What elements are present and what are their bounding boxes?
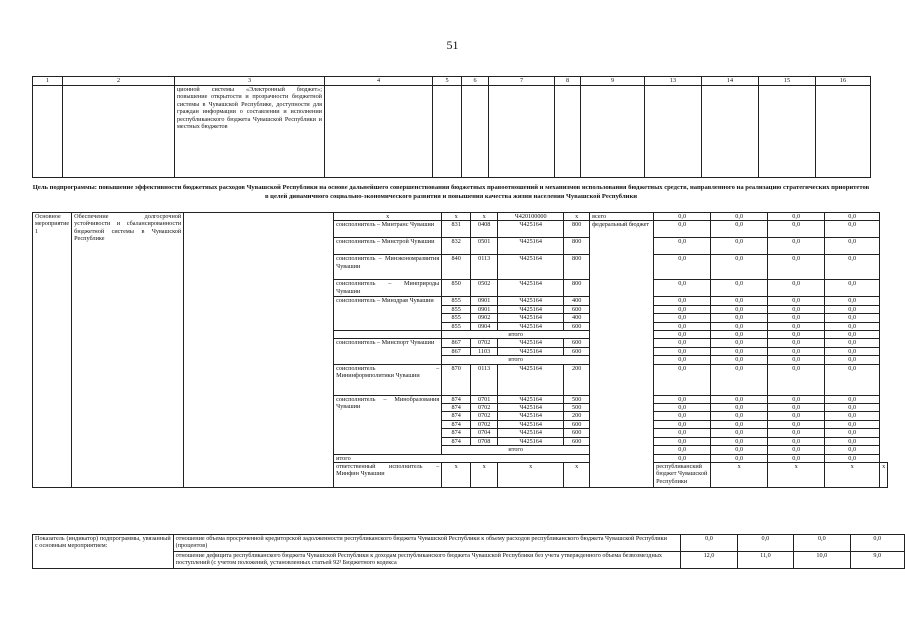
subtotal-label: итого [442,331,590,339]
cell: 0,0 [711,429,768,437]
cell: 200 [564,412,590,420]
cell: 0,0 [654,297,711,305]
cell: x [442,462,471,487]
cell: 0,0 [711,412,768,420]
cell: 0702 [471,339,498,347]
cell: соисполнитель – Минспорт Чувашии [334,339,442,364]
cell: 0,0 [654,322,711,330]
cell: 0,0 [654,356,711,364]
cell: 0,0 [825,420,880,428]
indicator-text: отношение дефицита республиканского бюджета Чувашской Республики к доходам республиканского бюджета Чувашской Республики без учета утвержденного объема безвозмездных поступлений (с учетом положений, установленных статьей 92³ Бюджетного кодекса [173,552,681,569]
cell: 0,0 [825,213,880,221]
cell: x [880,462,888,487]
cell: 0708 [471,437,498,445]
cell: Ч425164 [498,437,564,445]
cell: Ч425164 [498,238,564,255]
cell: 0,0 [850,535,904,552]
cell: Ч425164 [498,347,564,355]
cell: 0,0 [768,297,825,305]
cell: 874 [442,395,471,403]
cell: 600 [564,339,590,347]
col-number: 7 [489,77,555,86]
cell: x [711,462,768,487]
cell: соисполнитель – Мининформполитики Чувашии [334,364,442,395]
cell: 600 [564,347,590,355]
cell: 0,0 [768,331,825,339]
event-table [32,212,888,488]
cell: 874 [442,437,471,445]
cell: 0,0 [654,437,711,445]
cell: Ч425164 [498,221,564,238]
cell: 0,0 [654,339,711,347]
cell: 0,0 [711,297,768,305]
cell: 0502 [471,280,498,297]
cell: 0901 [471,297,498,305]
cell: соисполнитель – Минздрав Чувашии [334,297,442,331]
cell: соисполнитель – Минэкономразвития Чувашии [334,255,442,280]
continued-text: ционной системы «Электронный бюджет»; повышение открытости и прозрачности бюджетной системы в Чувашской Республике, доступности для граждан информации о составлении и исполнении республиканского бюджета Чувашской Республики и местных бюджетов [175,86,325,178]
cell: x [471,213,498,221]
cell: x [768,462,825,487]
cell: 12,0 [681,552,737,569]
cell: 855 [442,322,471,330]
cell: 0702 [471,404,498,412]
cell: x [564,213,590,221]
col-number: 15 [759,77,816,86]
cell: 0,0 [768,255,825,280]
cell: 0,0 [711,280,768,297]
cell: 600 [564,305,590,313]
cell: соисполнитель – Минприроды Чувашии [334,280,442,297]
event-label: Основное мероприятие 1 [33,213,72,488]
cell: 870 [442,364,471,395]
cell: Ч425164 [498,404,564,412]
cell: 800 [564,255,590,280]
cell: 0,0 [825,280,880,297]
cell: Ч420100000 [498,213,564,221]
cell: 0,0 [768,213,825,221]
cell: 10,0 [794,552,850,569]
cell: x [564,462,590,487]
cell: ответственный исполнитель – Минфин Чувашии [334,462,442,487]
cell: 0,0 [681,535,737,552]
cell: 0,0 [825,429,880,437]
cell: Ч425164 [498,297,564,305]
cell: 0,0 [711,331,768,339]
cell: 0,0 [768,314,825,322]
cell: 0,0 [768,322,825,330]
cell: 0,0 [825,339,880,347]
cell: 0702 [471,412,498,420]
indicator-text: отношение объема просроченной кредиторской задолженности республиканского бюджета Чувашской Республики к объему расходов республиканского бюджета Чувашской Республики (процентов) [173,535,681,552]
cell: 0,0 [825,364,880,395]
cell: 0,0 [768,347,825,355]
cell: x [334,213,442,221]
cell: 400 [564,297,590,305]
cell: 9,0 [850,552,904,569]
cell: 0901 [471,305,498,313]
cell: 840 [442,255,471,280]
cell: 0,0 [768,364,825,395]
cell: 0,0 [711,446,768,454]
subprogram-goal: Цель подпрограммы: повышение эффективности бюджетных расходов Чувашской Республики на основе дальнейшего совершенствования бюджетных правоотношений и механизмов использования бюджетных средств, направленного на реализацию стратегических приоритетов в целей динамичного социально-экономического развития и повышения качества жизни населения Чувашской Республики [32,184,870,200]
cell: 0408 [471,221,498,238]
cell: 800 [564,280,590,297]
indicator-table [32,534,905,569]
page-number: 51 [446,38,459,52]
cell: 600 [564,420,590,428]
cell: 0,0 [737,535,793,552]
cell: 0,0 [711,364,768,395]
cell: 0,0 [768,356,825,364]
cell: соисполнитель – Минтранс Чувашии [334,221,442,238]
cell: 0,0 [711,314,768,322]
cell: 0701 [471,395,498,403]
cell: 0,0 [825,255,880,280]
column-number-row [33,77,871,86]
cell: 400 [564,314,590,322]
cell: 0,0 [825,331,880,339]
col-number: 1 [33,77,63,86]
cell: 0,0 [711,213,768,221]
cell: 0113 [471,364,498,395]
cell: 0,0 [768,280,825,297]
cell: 0,0 [711,395,768,403]
cell: 0,0 [654,221,711,238]
col-number: 5 [433,77,462,86]
cell: 0,0 [825,395,880,403]
cell: 0,0 [654,412,711,420]
cell: соисполнитель – Минстрой Чувашии [334,238,442,255]
cell: Ч425164 [498,395,564,403]
cell: x [442,213,471,221]
event-name: Обеспечение долгосрочной устойчивости и сбалансированности бюджетной системы в Чувашской Республике [72,213,184,488]
cell: 0,0 [825,297,880,305]
cell: 0,0 [711,420,768,428]
cell: 0,0 [825,305,880,313]
cell: 0,0 [711,339,768,347]
cell: 0,0 [768,429,825,437]
cell: 0,0 [654,280,711,297]
cell: 0,0 [768,339,825,347]
cell: 0,0 [654,395,711,403]
cell: x [471,462,498,487]
cell: 0,0 [825,322,880,330]
cell: 0,0 [794,535,850,552]
cell: 831 [442,221,471,238]
cell: Ч425164 [498,364,564,395]
cell: 0,0 [654,454,711,462]
cell: 855 [442,297,471,305]
cell: 0,0 [825,238,880,255]
col-number: 16 [816,77,871,86]
cell: 0,0 [711,404,768,412]
cell: 0902 [471,314,498,322]
cell: 874 [442,404,471,412]
total-label: итого [334,454,590,462]
cell: 0,0 [654,314,711,322]
col-number: 2 [63,77,175,86]
cell: 0,0 [711,322,768,330]
cell: 0,0 [654,347,711,355]
cell: 0,0 [711,347,768,355]
cell: 200 [564,364,590,395]
col-number: 4 [325,77,433,86]
cell: 0,0 [768,454,825,462]
cell: 11,0 [737,552,793,569]
cell: 0702 [471,420,498,428]
cell: 0,0 [711,305,768,313]
subtotal-label: итого [442,356,590,364]
cell: Ч425164 [498,339,564,347]
cell: 0,0 [825,437,880,445]
cell: 0,0 [711,454,768,462]
cell: 600 [564,322,590,330]
cell: 874 [442,412,471,420]
cell: Ч425164 [498,280,564,297]
cell: 600 [564,437,590,445]
continued-row [33,86,871,178]
cell: 855 [442,305,471,313]
cell: соисполнитель – Минобразования Чувашии [334,395,442,454]
table-row [33,535,905,552]
cell: 0,0 [768,437,825,445]
col-number: 6 [462,77,489,86]
cell: 874 [442,420,471,428]
cell: 0,0 [711,255,768,280]
cell: 0,0 [768,404,825,412]
cell: 855 [442,314,471,322]
cell: 0,0 [768,221,825,238]
col-number: 9 [581,77,645,86]
col-number: 14 [702,77,759,86]
cell: 0,0 [825,356,880,364]
cell: 0,0 [711,221,768,238]
cell: 500 [564,404,590,412]
cell: 867 [442,347,471,355]
cell: 0904 [471,322,498,330]
cell: 0,0 [654,255,711,280]
cell: x [498,462,564,487]
cell: 0,0 [825,347,880,355]
cell: 0,0 [768,395,825,403]
cell: x [825,462,880,487]
cell: 0,0 [654,404,711,412]
cell: 500 [564,395,590,403]
cell: 0,0 [768,305,825,313]
indicator-label: Показатель (индикатор) подпрограммы, увязанный с основным мероприятием: [33,535,174,569]
cell: 800 [564,238,590,255]
col-number: 8 [555,77,581,86]
cell: Ч425164 [498,420,564,428]
cell: 0,0 [711,356,768,364]
continuation-table [32,76,871,178]
cell: Ч425164 [498,255,564,280]
cell: 0,0 [711,238,768,255]
cell: 0,0 [768,446,825,454]
cell: 0,0 [825,412,880,420]
cell: 0,0 [654,305,711,313]
cell: 1103 [471,347,498,355]
cell: Ч425164 [498,322,564,330]
cell: 0,0 [654,364,711,395]
cell: 0,0 [825,404,880,412]
cell: 0,0 [768,238,825,255]
subtotal-label: итого [442,446,590,454]
col-number: 13 [645,77,702,86]
funding-source: республиканский бюджет Чувашской Республики [654,462,711,487]
cell: 832 [442,238,471,255]
cell: 800 [564,221,590,238]
cell: Ч425164 [498,429,564,437]
cell: Ч425164 [498,305,564,313]
cell: 600 [564,429,590,437]
cell: 0,0 [825,314,880,322]
cell: Ч425164 [498,314,564,322]
cell: всего [590,213,654,221]
cell: 0501 [471,238,498,255]
cell: 0,0 [654,331,711,339]
cell: 0,0 [825,221,880,238]
cell: 0,0 [654,429,711,437]
col-number: 3 [175,77,325,86]
cell: 0,0 [825,446,880,454]
cell: 0,0 [825,454,880,462]
funding-source: федеральный бюджет [590,221,654,488]
cell: 874 [442,429,471,437]
cell: 867 [442,339,471,347]
cell: 0,0 [654,238,711,255]
cell: 0,0 [654,213,711,221]
cell: 0,0 [711,437,768,445]
cell: 0,0 [768,420,825,428]
cell: 850 [442,280,471,297]
cell: Ч425164 [498,412,564,420]
table-row [33,213,888,221]
cell: 0113 [471,255,498,280]
cell: 0,0 [654,446,711,454]
cell: 0704 [471,429,498,437]
cell: 0,0 [654,420,711,428]
cell: 0,0 [768,412,825,420]
